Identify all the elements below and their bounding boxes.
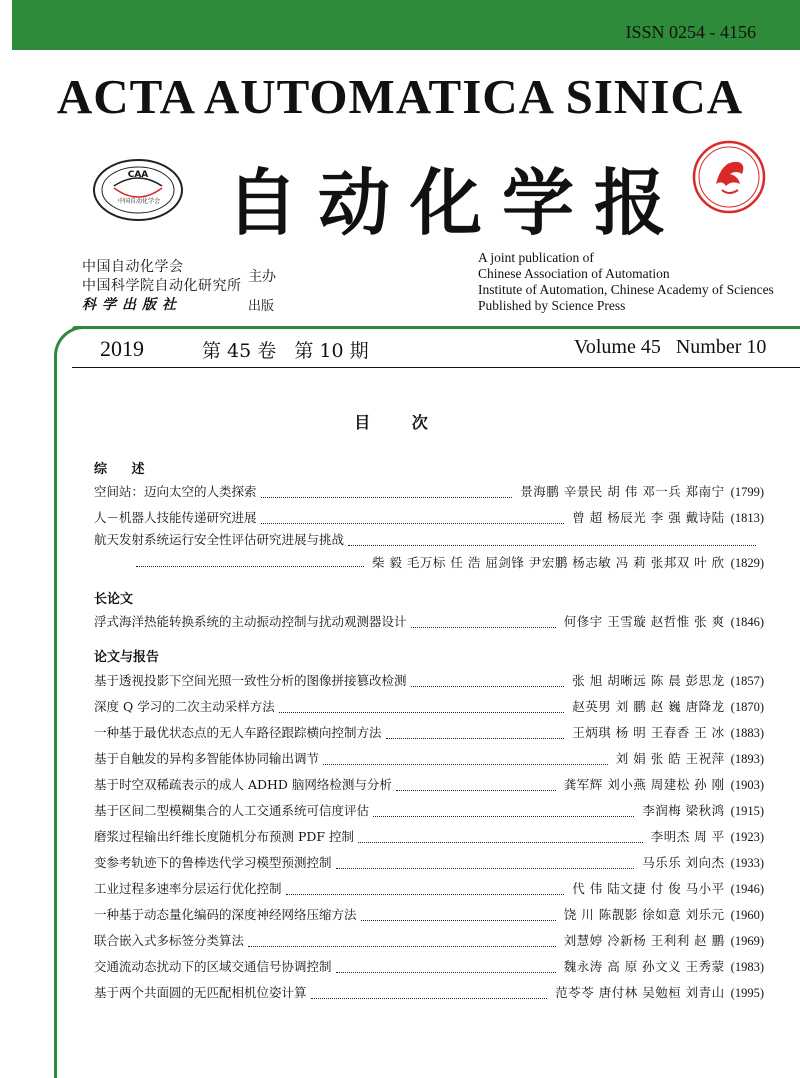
toc-entry[interactable] [94,853,764,873]
toc-entry-page: (1915) [730,804,764,818]
toc-entry[interactable] [94,723,764,743]
toc-entry-authors: 柴 毅 毛万标 任 浩 屈剑锋 尹宏鹏 杨志敏 冯 莉 张邦双 叶 欣 [371,555,725,570]
toc-entry-page: (1813) [730,511,764,525]
toc-entry-title: 空间站：迈向太空的人类探索 [94,484,257,499]
leader-dots [286,893,565,895]
toc-entry[interactable] [94,983,764,1003]
toc-entry-page: (1893) [730,752,764,766]
toc-entry[interactable] [94,697,764,717]
toc-entry-authors: 马乐乐 刘向杰 [642,855,725,870]
toc-entry[interactable] [94,827,764,847]
publisher-org: 中国自动化学会 [82,259,184,275]
toc-entry-authors: 范苓苓 唐付林 吴勉桓 刘青山 [555,985,725,1000]
publisher-org: 科学出版社 [82,297,182,313]
toc-entry[interactable] [94,775,764,795]
toc-entry-title: 人－机器人技能传递研究进展 [94,510,257,525]
journal-title-en: ACTA AUTOMATICA SINICA [56,69,744,124]
toc-entry[interactable] [94,671,764,691]
toc-entry-authors: 赵英男 刘 鹏 赵 巍 唐降龙 [572,699,725,714]
toc-entry-page: (1846) [730,615,764,629]
toc-entry-title: 基于自触发的异构多智能体协同输出调节 [94,751,320,766]
publisher-org: 中国科学院自动化研究所 [82,278,242,294]
leader-dots [261,496,513,498]
leader-dots [261,522,565,524]
toc-entry-page: (1933) [730,856,764,870]
toc-entry-title: 航天发射系统运行安全性评估研究进展与挑战 [94,532,345,547]
toc-entry[interactable] [94,508,764,528]
toc-entry-authors: 李明杰 周 平 [650,829,725,844]
issn: ISSN 0254 - 4156 [625,22,756,42]
toc-entry-title: 深度 Q 学习的二次主动采样方法 [94,699,275,714]
toc-entry-page: (1923) [730,830,764,844]
toc-entry-continuation [132,553,764,571]
toc-entry-authors: 王炳琪 杨 明 王春香 王 冰 [572,725,725,740]
toc-entry-authors: 刘慧婷 冷新杨 王利利 赵 鹏 [563,933,725,948]
toc-entry-authors: 魏永涛 高 原 孙文义 王秀蒙 [563,959,725,974]
toc-entry-authors: 刘 娟 张 皓 王祝萍 [615,751,725,766]
leader-dots [136,565,364,567]
toc-entry-title: 浮式海洋热能转换系统的主动振动控制与扰动观测器设计 [94,614,407,629]
toc-entry[interactable] [94,905,764,925]
toc-entry-page: (1983) [730,960,764,974]
toc-entry-page: (1829) [730,556,764,570]
toc-entry-title: 工业过程多速率分层运行优化控制 [94,881,282,896]
leader-dots [396,789,556,791]
publishers-en-line: A joint publication of [478,250,594,265]
toc-entry[interactable] [94,801,764,821]
toc-entry-authors: 曾 超 杨辰光 李 强 戴诗陆 [572,510,725,525]
leader-dots [411,626,556,628]
publishers-en [478,250,774,314]
issue-volume-cn: 第 45 卷 第 10 期 [202,340,369,362]
toc-entry-title: 一种基于最优状态点的无人车路径跟踪横向控制方法 [94,725,382,740]
china-science-journal-seal [692,140,766,214]
leader-dots [279,711,565,713]
publishers-en-line: Chinese Association of Automation [478,266,670,281]
leader-dots [386,737,565,739]
caa-logo [92,158,184,222]
toc-entry[interactable] [94,749,764,769]
frame-corner [54,326,97,389]
toc-entry-page: (1857) [730,674,764,688]
toc-entry-title: 基于时空双稀疏表示的成人 ADHD 脑网络检测与分析 [94,777,392,792]
toc-entry[interactable] [94,530,764,550]
leader-dots [361,919,556,921]
issue-divider [72,367,800,368]
toc-entry-title: 变参考轨迹下的鲁棒迭代学习模型预测控制 [94,855,332,870]
publishers-en-line: Institute of Automation, Chinese Academy of Sciences [478,282,774,297]
publishers-en-line: Published by Science Press [478,298,626,313]
journal-title-cn: 自动化学报 [226,161,687,245]
section-title: 论文与报告 [94,650,160,665]
toc-entry-page: (1995) [730,986,764,1000]
toc-entry-page: (1870) [730,700,764,714]
frame-left-line [54,370,57,1078]
issue-volume-en: Volume 45 Number 10 [574,336,767,358]
leader-dots [311,997,548,999]
leader-dots [248,945,556,947]
toc-entry-authors: 李润梅 梁秋鸿 [642,803,725,818]
leader-dots [373,815,634,817]
toc-entry-authors: 代 伟 陆文捷 付 俊 马小平 [572,881,725,896]
toc-entry-title: 基于区间二型模糊集合的人工交通系统可信度评估 [94,803,370,818]
leader-dots [336,971,556,973]
toc-entry-page: (1883) [730,726,764,740]
leader-dots [358,841,643,843]
toc-entry-page: (1969) [730,934,764,948]
frame-top-line [72,326,800,329]
toc-entry-page: (1903) [730,778,764,792]
toc-entry-title: 基于两个共面圆的无匹配相机位姿计算 [94,985,307,1000]
toc-entry[interactable] [94,957,764,977]
toc-entry-title: 交通流动态扰动下的区域交通信号协调控制 [94,959,332,974]
sponsor-role: 主办 [248,269,276,285]
toc-entry-page: (1799) [730,485,764,499]
toc-entry-authors: 何俢宇 王雪璇 赵哲惟 张 爽 [563,614,725,629]
caa-logo-name: 中国自动化学会 [117,198,160,205]
toc-entry[interactable] [94,482,764,502]
section-title: 综 述 [94,462,155,477]
toc-heading: 目 次 [354,413,446,432]
leader-dots [336,867,635,869]
toc-entry-authors: 景海鹏 辛景民 胡 伟 邓一兵 郑南宁 [520,484,725,499]
toc-entry-title: 联合嵌入式多标签分类算法 [94,933,245,948]
issue-year: 2019 [100,336,144,361]
toc-entry-page: (1946) [730,882,764,896]
leader-dots [323,763,608,765]
toc-entry-authors: 饶 川 陈靓影 徐如意 刘乐元 [563,907,725,922]
toc-entry[interactable] [94,931,764,951]
caa-logo-text: CAA [127,170,149,180]
toc-entry-authors: 龚军辉 刘小燕 周建松 孙 刚 [563,777,725,792]
toc-entry-title: 一种基于动态量化编码的深度神经网络压缩方法 [94,907,357,922]
toc-entry-title: 磨浆过程输出纤维长度随机分布预测 PDF 控制 [94,829,355,844]
toc-entry[interactable] [94,879,764,899]
toc-entry-authors: 张 旭 胡晰远 陈 晨 彭思龙 [572,673,725,688]
leader-dots [348,544,756,546]
publishers-cn [82,258,240,315]
toc-entry-title: 基于透视投影下空间光照一致性分析的图像拼接篡改检测 [94,673,407,688]
publisher-role: 出版 [248,299,275,314]
section-title: 长论文 [94,592,134,607]
toc-entry[interactable] [94,612,764,632]
toc-entry-page: (1960) [730,908,764,922]
leader-dots [411,685,565,687]
